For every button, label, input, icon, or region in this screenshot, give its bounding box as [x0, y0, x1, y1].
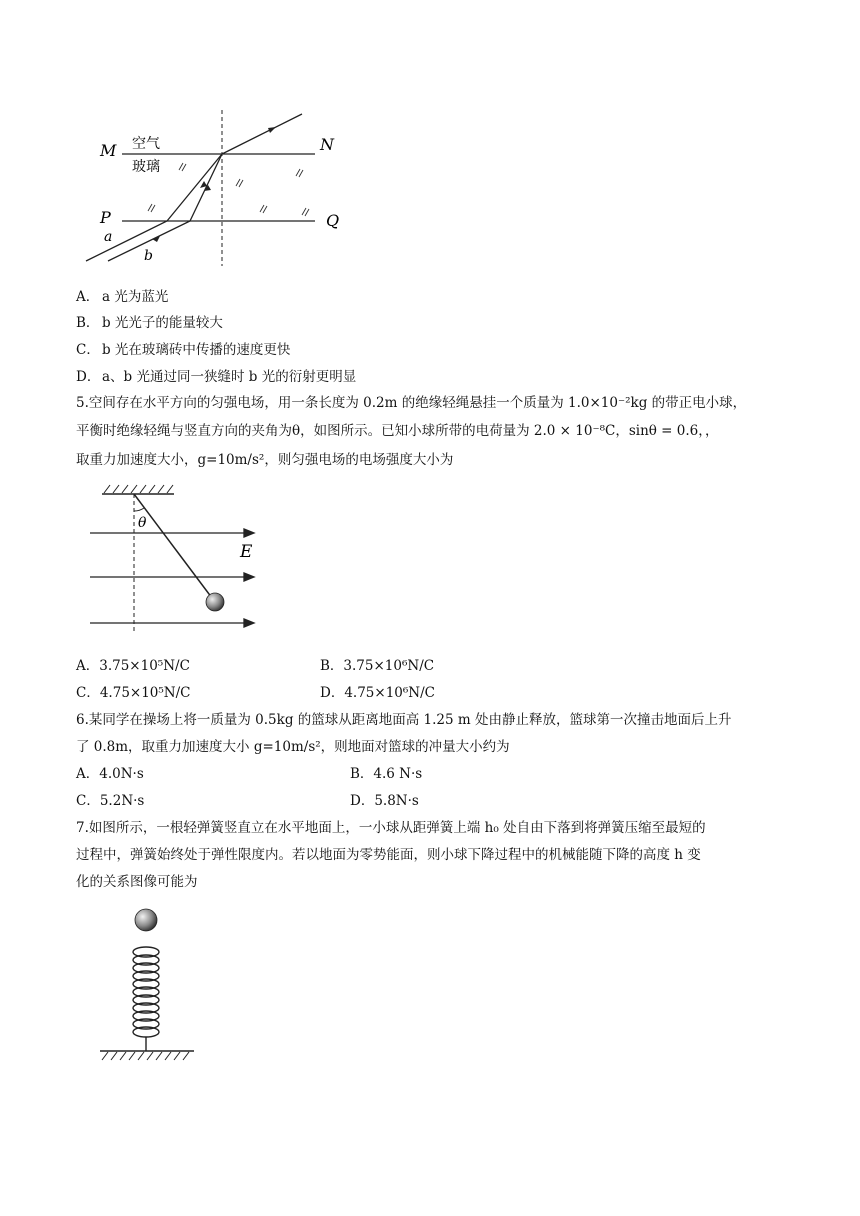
label-m: M — [100, 141, 117, 160]
label-a: a — [104, 229, 113, 245]
label-glass: 玻璃 — [132, 159, 160, 175]
ball — [135, 909, 157, 931]
q7-text-line2: 过程中，弹簧始终处于弹性限度内。若以地面为零势能面，则小球下降过程中的机械能随下降的高度 h 变 — [76, 847, 701, 863]
q5-option-a: A．3.75×10⁵N/C — [76, 658, 190, 674]
ray-b-path — [108, 154, 222, 261]
q5-option-d: D．4.75×10⁶N/C — [320, 685, 435, 701]
label-n: N — [320, 135, 334, 154]
label-b: b — [144, 248, 153, 264]
charged-ball — [206, 593, 224, 611]
q6-option-a: A．4.0N·s — [76, 766, 144, 782]
label-air: 空气 — [132, 136, 160, 152]
q6-text-line2: 了 0.8m，取重力加速度大小 g=10m/s²，则地面对篮球的冲量大小约为 — [76, 739, 510, 755]
q4-option-b: B． b 光光子的能量较大 — [76, 315, 223, 331]
q6-option-d: D．5.8N·s — [350, 793, 419, 809]
q5-text-line1: 5.空间存在水平方向的匀强电场，用一条长度为 0.2m 的绝缘轻绳悬挂一个质量为 1.0×10⁻²kg 的带正电小球， — [76, 395, 747, 411]
q6-option-c: C．5.2N·s — [76, 793, 145, 809]
q4-option-d: D． a、b 光通过同一狭缝时 b 光的衍射更明显 — [76, 369, 357, 385]
electric-field-figure — [86, 483, 266, 635]
q7-text-line1: 7.如图所示，一根轻弹簧竖直立在水平地面上，一小球从距弹簧上端 h₀ 处自由下落到将弹簧压缩至最短的 — [76, 820, 706, 836]
string — [134, 494, 212, 598]
q5-text-line2: 平衡时绝缘轻绳与竖直方向的夹角为θ，如图所示。已知小球所带的电荷量为 2.0 × 10⁻⁸C，sinθ = 0.6，， — [76, 423, 719, 439]
q7-text-line3: 化的关系图像可能为 — [76, 874, 198, 890]
incident-ray — [222, 114, 302, 154]
label-p: P — [100, 208, 111, 227]
refraction-figure — [80, 108, 360, 273]
q5-option-b: B．3.75×10⁶N/C — [320, 658, 435, 674]
label-e: E — [240, 542, 253, 562]
spring — [133, 947, 159, 1051]
q6-text-line1: 6.某同学在操场上将一质量为 0.5kg 的篮球从距离地面高 1.25 m 处由静止释放，篮球第一次撞击地面后上升 — [76, 712, 732, 728]
label-theta: θ — [138, 515, 147, 531]
label-q: Q — [326, 211, 340, 230]
q5-option-c: C．4.75×10⁵N/C — [76, 685, 191, 701]
spring-figure — [96, 905, 206, 1070]
q5-text-line3: 取重力加速度大小，g=10m/s²，则匀强电场的电场强度大小为 — [76, 452, 454, 468]
q4-option-c: C． b 光在玻璃砖中传播的速度更快 — [76, 342, 291, 358]
q4-option-a: A． a 光为蓝光 — [76, 289, 169, 305]
q6-option-b: B．4.6 N·s — [350, 766, 423, 782]
